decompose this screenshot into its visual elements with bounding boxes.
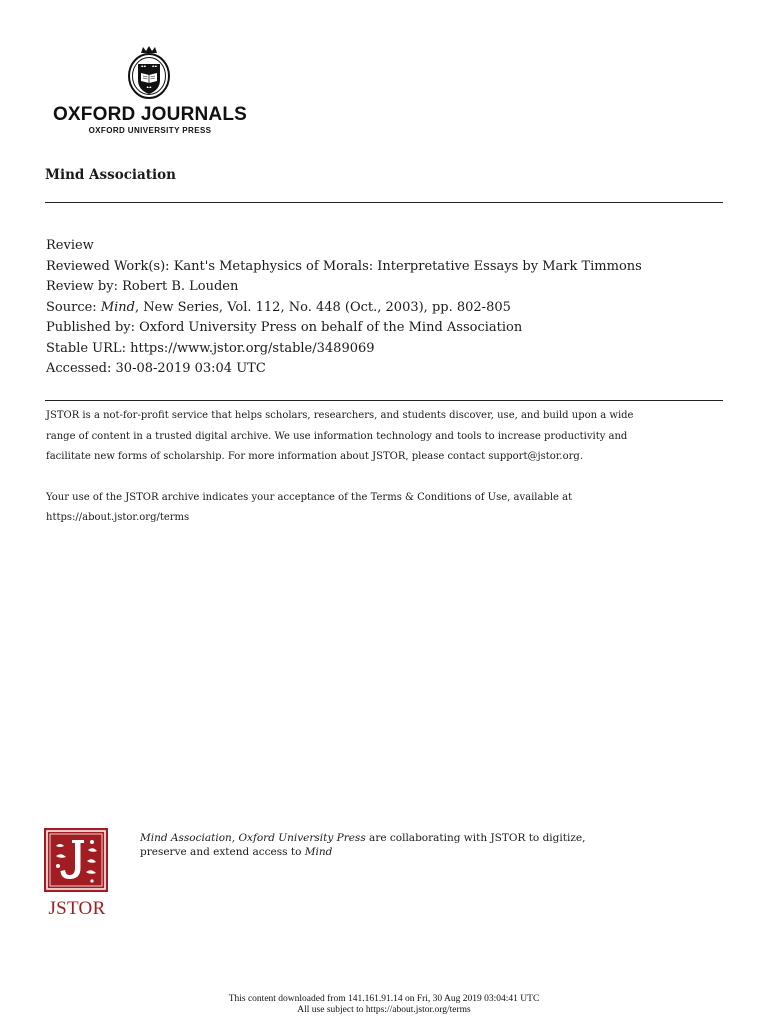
published-by-line xyxy=(46,318,736,339)
collab-partners: Mind Association, Oxford University Press xyxy=(140,832,366,844)
review-by-line xyxy=(46,277,736,298)
collab-journal: Mind xyxy=(304,845,333,858)
collab-text: are collaborating with JSTOR to digitize, xyxy=(365,832,586,844)
jstor-notice xyxy=(46,406,726,529)
source-journal: Mind xyxy=(100,299,135,315)
reviewed-work-line xyxy=(46,257,736,278)
notice-line: JSTOR is a not-for-profit service that helps scholars, researchers, and students discover, use, and build upon a wide xyxy=(46,410,634,421)
notice-paragraph-1 xyxy=(46,406,726,468)
terms-link[interactable]: https://about.jstor.org/terms xyxy=(46,512,190,523)
notice-paragraph-2 xyxy=(46,488,726,529)
stable-url-line xyxy=(46,339,736,360)
oxford-journals-logo xyxy=(44,44,256,138)
publisher-name: OXFORD JOURNALS xyxy=(52,104,248,125)
notice-line: facilitate new forms of scholarship. For more information about JSTOR, please contact support@jstor.org. xyxy=(46,451,583,462)
published-by-value: Oxford University Press on behalf of the Mind Association xyxy=(139,320,523,335)
published-by-label: Published by: xyxy=(46,320,135,335)
download-footer xyxy=(0,994,768,1016)
source-detail: , New Series, Vol. 112, No. 448 (Oct., 2003), pp. 802-805 xyxy=(135,299,511,315)
oxford-seal-icon xyxy=(126,44,172,100)
accessed-line xyxy=(46,359,736,380)
collaboration-statement xyxy=(140,832,730,859)
notice-line: range of content in a trusted digital archive. We use information technology and tools to increase productivity and xyxy=(46,430,628,442)
download-info: This content downloaded from 141.161.91.14 on Fri, 30 Aug 2019 03:04:41 UTC xyxy=(228,994,540,1004)
jstor-logo xyxy=(44,828,110,920)
publisher-press: OXFORD UNIVERSITY PRESS xyxy=(88,126,212,135)
notice-line: Your use of the JSTOR archive indicates your acceptance of the Terms & Conditions of Use, available at xyxy=(46,491,573,503)
review-by-value: Robert B. Louden xyxy=(122,279,239,294)
citation-block xyxy=(46,236,736,380)
review-by-label: Review by: xyxy=(46,279,118,294)
reviewed-work-label: Reviewed Work(s): xyxy=(46,258,170,274)
middle-divider xyxy=(45,400,723,401)
society-name: Mind Association xyxy=(45,167,176,183)
terms-notice: All use subject to https://about.jstor.org/terms xyxy=(297,1005,471,1015)
collab-line-2: preserve and extend access to xyxy=(140,845,305,858)
source-line xyxy=(46,298,736,319)
reviewed-work-value: Kant's Metaphysics of Morals: Interpretative Essays by Mark Timmons xyxy=(173,258,642,274)
jstor-emblem-icon xyxy=(44,828,108,892)
accessed-label: Accessed: xyxy=(46,361,112,376)
stable-url-label: Stable URL: xyxy=(46,340,126,356)
citation-type: Review xyxy=(46,238,94,253)
stable-url-link[interactable]: https://www.jstor.org/stable/3489069 xyxy=(130,340,375,356)
top-divider xyxy=(45,202,723,203)
source-label: Source: xyxy=(46,299,97,315)
accessed-value: 30-08-2019 03:04 UTC xyxy=(115,361,266,376)
jstor-wordmark: JSTOR xyxy=(48,898,106,919)
